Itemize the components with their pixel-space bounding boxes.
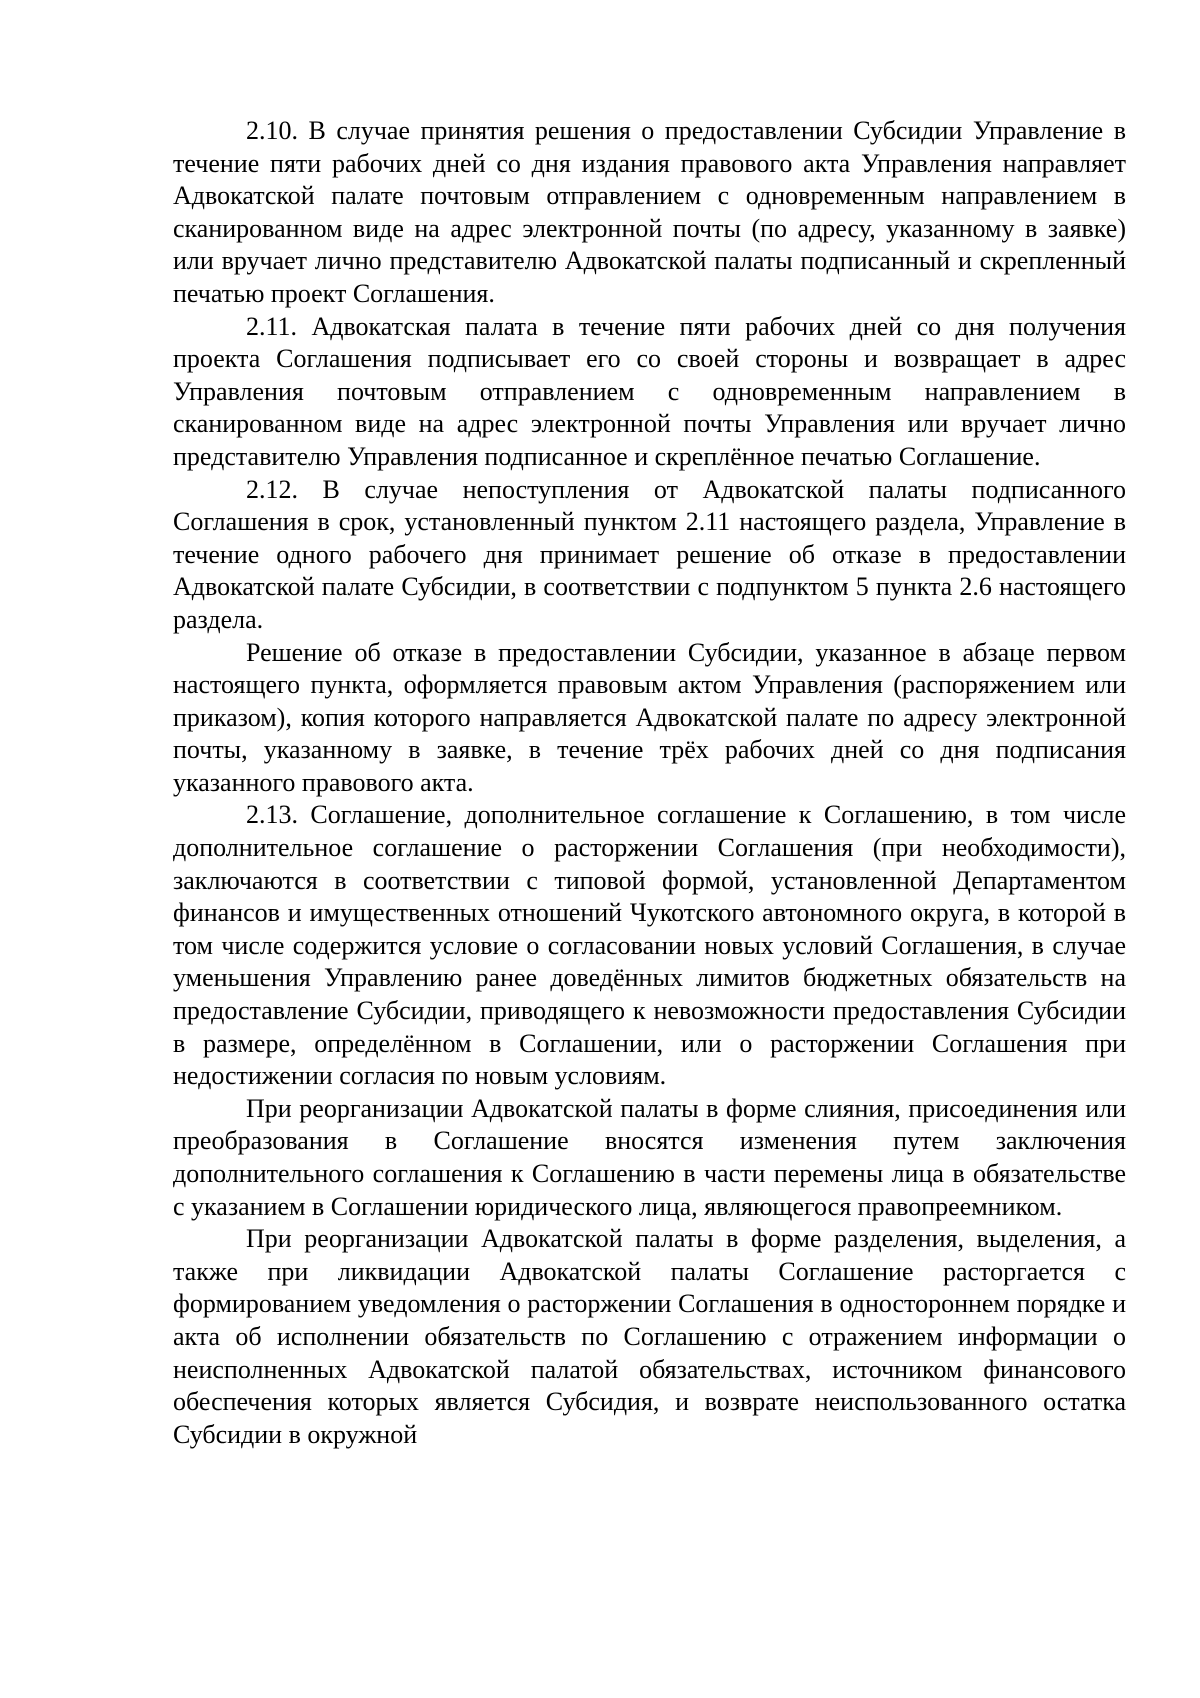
paragraph-reorganization-division: При реорганизации Адвокатской палаты в форме разделения, выделения, а также при ликвидации Адвокатской палаты Соглашение расторгается с формированием уведомления о расторжении Соглашения в одностороннем порядке и акта об исполнении обязательств по Соглашению с отражением информации о неисполненных Адвокатской палатой обязательствах, источником финансового обеспечения которых является Субсидия, и возврате неиспользованного остатка Субсидии в окружной — [173, 1224, 1126, 1449]
paragraph-reorganization-merger: При реорганизации Адвокатской палаты в форме слияния, присоединения или преобразования в Соглашение вносятся изменения путем заключения дополнительного соглашения к Соглашению в части перемены лица в обязательстве с указанием в Соглашении юридического лица, являющегося правопреемником. — [173, 1093, 1126, 1221]
paragraph-2-13: 2.13. Соглашение, дополнительное соглашение к Соглашению, в том числе дополнительное соглашение о расторжении Соглашения (при необходимости), заключаются в соответствии с типовой формой, установленной Департаментом финансов и имущественных отношений Чукотского автономного округа, в которой в том числе содержится условие о согласовании новых условий Соглашения, в случае уменьшения Управлению ранее доведённых лимитов бюджетных обязательств на предоставление Субсидии, приводящего к невозможности предоставления Субсидии в размере, определённом в Соглашении, или о расторжении Соглашения при недостижении согласия по новым условиям. — [173, 800, 1126, 1091]
paragraph-2-11: 2.11. Адвокатская палата в течение пяти рабочих дней со дня получения проекта Соглашения подписывает его со своей стороны и возвращает в адрес Управления почтовым отправлением с одновременным направлением в сканированном виде на адрес электронной почты Управления или вручает лично представителю Управления подписанное и скреплённое печатью Соглашение. — [173, 311, 1126, 471]
paragraph-2-10: 2.10. В случае принятия решения о предоставлении Субсидии Управление в течение пяти рабочих дней со дня издания правового акта Управления направляет Адвокатской палате почтовым отправлением с одновременным направлением в сканированном виде на адрес электронной почты (по адресу, указанному в заявке) или вручает лично представителю Адвокатской палаты подписанный и скрепленный печатью проект Соглашения. — [173, 116, 1126, 308]
paragraph-2-12: 2.12. В случае непоступления от Адвокатской палаты подписанного Соглашения в срок, установленный пунктом 2.11 настоящего раздела, Управление в течение одного рабочего дня принимает решение об отказе в предоставлении Адвокатской палате Субсидии, в соответствии с подпунктом 5 пункта 2.6 настоящего раздела. — [173, 474, 1126, 634]
paragraph-2-12-refusal: Решение об отказе в предоставлении Субсидии, указанное в абзаце первом настоящего пункта, оформляется правовым актом Управления (распоряжением или приказом), копия которого направляется Адвокатской палате по адресу электронной почты, указанному в заявке, в течение трёх рабочих дней со дня подписания указанного правового акта. — [173, 637, 1126, 797]
document-page — [173, 115, 1126, 1451]
